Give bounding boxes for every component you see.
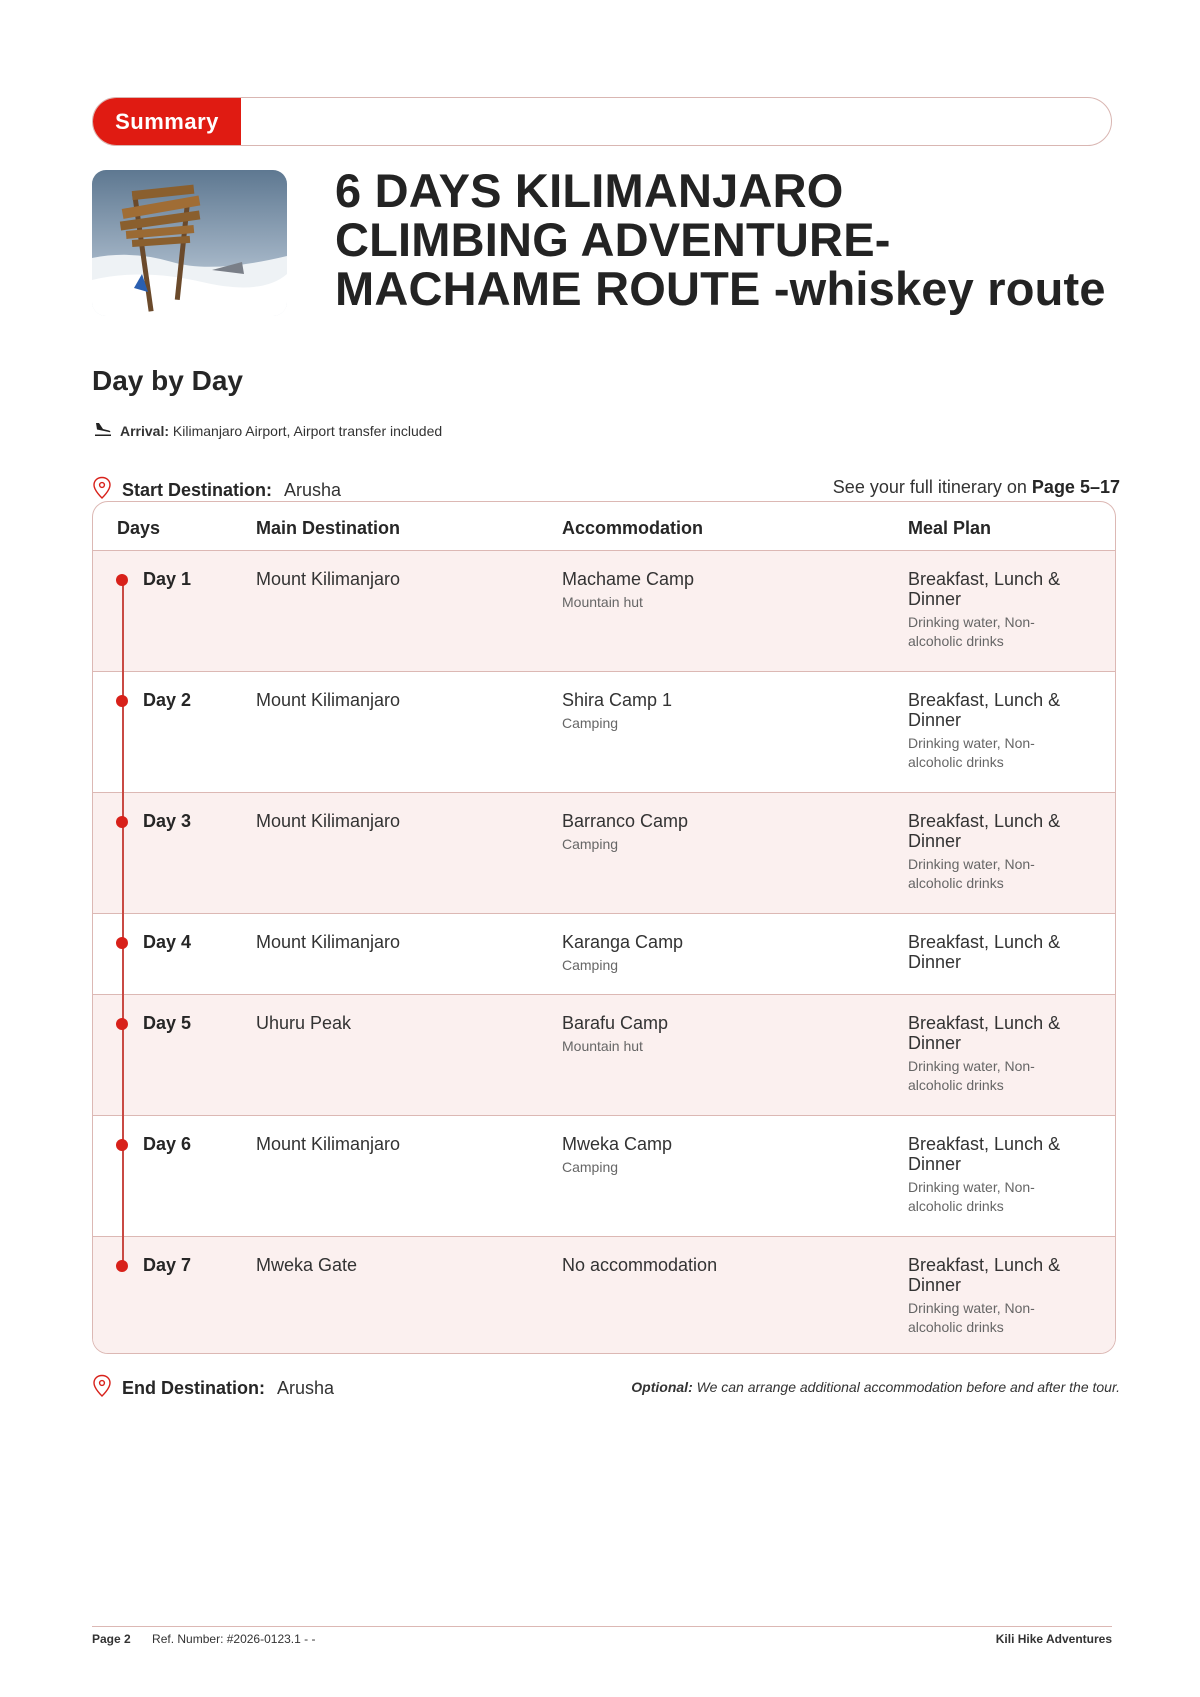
- accommodation-name: Machame Camp: [562, 569, 695, 589]
- end-destination-label: End Destination:: [122, 1378, 265, 1398]
- drinks-line-2: alcoholic drinks: [908, 633, 1004, 649]
- meals-line-1: Breakfast, Lunch &: [908, 1255, 1061, 1275]
- table-row: [93, 1237, 1115, 1354]
- row-meal-plan: [908, 1013, 1088, 1095]
- row-meal-plan: [908, 932, 1088, 972]
- full-itinerary-note: [833, 477, 1120, 498]
- row-day: Day 2: [143, 690, 192, 710]
- row-destination: Mount Kilimanjaro: [256, 1134, 401, 1154]
- end-destination: [92, 1374, 334, 1403]
- row-meal-plan: [908, 569, 1088, 651]
- table-row: [93, 551, 1115, 672]
- footer-page-number: Page 2: [92, 1632, 131, 1646]
- accommodation-type: Camping: [562, 1159, 619, 1175]
- tour-title-line-1: 6 DAYS KILIMANJARO: [335, 164, 844, 217]
- row-accommodation: [562, 1255, 862, 1275]
- arrival-label: Arrival:: [120, 422, 170, 439]
- row-accommodation: [562, 932, 862, 975]
- section-title: Day by Day: [92, 365, 243, 396]
- arrival-value: Kilimanjaro Airport, Airport transfer included: [172, 422, 443, 439]
- footer-company: Kili Hike Adventures: [995, 1632, 1112, 1646]
- table-row: [93, 914, 1115, 995]
- end-destination-value: Arusha: [277, 1378, 335, 1398]
- row-destination: Mount Kilimanjaro: [256, 569, 401, 589]
- full-itinerary-pages: Page 5–17: [1031, 477, 1120, 497]
- plane-landing-icon: [94, 421, 112, 440]
- footer-left: [92, 1632, 315, 1646]
- accommodation-name: Barranco Camp: [562, 811, 689, 831]
- row-destination: Mount Kilimanjaro: [256, 932, 401, 952]
- table-header: [93, 502, 1115, 551]
- meals-line-1: Breakfast, Lunch &: [908, 569, 1061, 589]
- timeline-dot: [116, 1018, 128, 1030]
- row-day: Day 4: [143, 932, 192, 952]
- meals-line-2: Dinner: [908, 710, 962, 730]
- timeline-dot: [116, 937, 128, 949]
- arrival-info: [94, 421, 442, 440]
- full-itinerary-prefix: See your full itinerary on: [832, 477, 1027, 497]
- row-accommodation: [562, 569, 862, 612]
- accommodation-type: Mountain hut: [562, 594, 643, 610]
- tour-title-line-3: MACHAME ROUTE -whiskey route: [335, 262, 1106, 315]
- row-meal-plan: [908, 1134, 1088, 1216]
- start-destination-value: Arusha: [284, 480, 342, 500]
- accommodation-type: Camping: [562, 957, 619, 973]
- tour-title-line-2: CLIMBING ADVENTURE-: [335, 213, 891, 266]
- header-days: Days: [117, 518, 161, 538]
- row-day: Day 1: [143, 569, 192, 589]
- meals-line-1: Breakfast, Lunch &: [908, 932, 1061, 952]
- header-meal-plan: Meal Plan: [908, 518, 992, 538]
- optional-label: Optional:: [631, 1379, 693, 1395]
- footer-divider: [92, 1626, 1112, 1627]
- timeline-dot: [116, 1139, 128, 1151]
- accommodation-name: Mweka Camp: [562, 1134, 673, 1154]
- itinerary-table: [92, 501, 1116, 1354]
- timeline-dot: [116, 816, 128, 828]
- meals-line-2: Dinner: [908, 589, 962, 609]
- drinks-line-1: Drinking water, Non-: [908, 856, 1035, 872]
- row-accommodation: [562, 811, 862, 854]
- row-accommodation: [562, 1134, 862, 1177]
- drinks-line-2: alcoholic drinks: [908, 1198, 1004, 1214]
- accommodation-name: Barafu Camp: [562, 1013, 669, 1033]
- start-destination-label: Start Destination:: [122, 480, 273, 500]
- timeline-dot: [116, 574, 128, 586]
- meals-line-1: Breakfast, Lunch &: [908, 1134, 1061, 1154]
- row-accommodation: [562, 690, 862, 733]
- footer-ref-number: Ref. Number: #2026-0123.1 - -: [152, 1632, 316, 1646]
- drinks-line-1: Drinking water, Non-: [908, 1179, 1035, 1195]
- row-destination: Uhuru Peak: [256, 1013, 352, 1033]
- row-meal-plan: [908, 690, 1088, 772]
- meals-line-1: Breakfast, Lunch &: [908, 690, 1061, 710]
- row-meal-plan: [908, 1255, 1088, 1337]
- timeline-dot: [116, 695, 128, 707]
- timeline-dot: [116, 1260, 128, 1272]
- timeline-line: [122, 580, 124, 1263]
- hero-photo: [92, 170, 287, 316]
- optional-note: [631, 1379, 1120, 1395]
- map-pin-icon: [92, 1374, 112, 1403]
- row-day: Day 3: [143, 811, 192, 831]
- header-accommodation: Accommodation: [562, 518, 704, 538]
- row-destination: Mount Kilimanjaro: [256, 811, 401, 831]
- table-row: [93, 995, 1115, 1116]
- table-row: [93, 1116, 1115, 1237]
- table-row: [93, 793, 1115, 914]
- row-meal-plan: [908, 811, 1088, 893]
- optional-text: We can arrange additional accommodation before and after the tour.: [696, 1379, 1120, 1395]
- summary-tab: Summary: [93, 98, 241, 145]
- accommodation-name: Shira Camp 1: [562, 690, 673, 710]
- drinks-line-1: Drinking water, Non-: [908, 614, 1035, 630]
- meals-line-1: Breakfast, Lunch &: [908, 811, 1061, 831]
- tour-title: [335, 166, 1125, 313]
- header-main-destination: Main Destination: [256, 518, 401, 538]
- accommodation-name: Karanga Camp: [562, 932, 684, 952]
- table-row: [93, 672, 1115, 793]
- row-day: Day 6: [143, 1134, 192, 1154]
- drinks-line-2: alcoholic drinks: [908, 754, 1004, 770]
- drinks-line-2: alcoholic drinks: [908, 1319, 1004, 1335]
- drinks-line-1: Drinking water, Non-: [908, 1300, 1035, 1316]
- meals-line-2: Dinner: [908, 1154, 962, 1174]
- drinks-line-1: Drinking water, Non-: [908, 735, 1035, 751]
- row-accommodation: [562, 1013, 862, 1056]
- meals-line-2: Dinner: [908, 1033, 962, 1053]
- accommodation-type: Camping: [562, 836, 619, 852]
- meals-line-2: Dinner: [908, 831, 962, 851]
- accommodation-type: Mountain hut: [562, 1038, 643, 1054]
- summary-bar: [92, 97, 1112, 146]
- meals-line-2: Dinner: [908, 952, 962, 972]
- row-destination: Mweka Gate: [256, 1255, 358, 1275]
- row-day: Day 7: [143, 1255, 192, 1275]
- row-day: Day 5: [143, 1013, 192, 1033]
- drinks-line-2: alcoholic drinks: [908, 1077, 1004, 1093]
- drinks-line-1: Drinking water, Non-: [908, 1058, 1035, 1074]
- row-destination: Mount Kilimanjaro: [256, 690, 401, 710]
- meals-line-1: Breakfast, Lunch &: [908, 1013, 1061, 1033]
- accommodation-type: Camping: [562, 715, 619, 731]
- meals-line-2: Dinner: [908, 1275, 962, 1295]
- accommodation-name: No accommodation: [562, 1255, 718, 1275]
- drinks-line-2: alcoholic drinks: [908, 875, 1004, 891]
